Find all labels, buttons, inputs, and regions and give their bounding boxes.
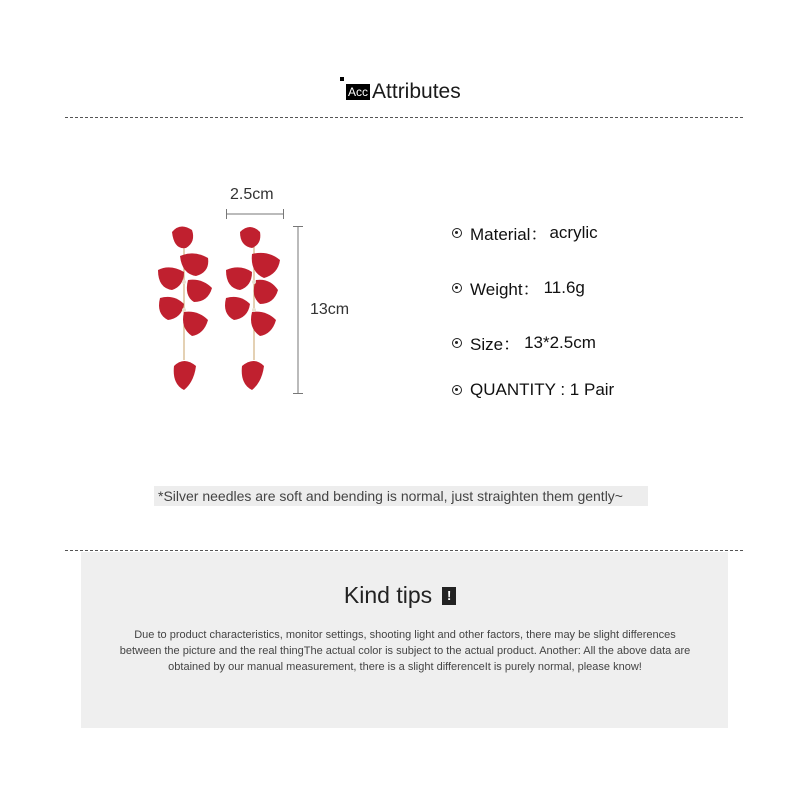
section-header bbox=[340, 77, 461, 107]
tips-heading bbox=[0, 582, 800, 609]
section-title: Attributes bbox=[372, 80, 461, 103]
bullet-icon bbox=[452, 283, 462, 293]
spec-label: QUANTITY : 1 Pair bbox=[470, 380, 615, 399]
spec-value: acrylic bbox=[549, 222, 598, 242]
note-text: *Silver needles are soft and bending is normal, just straighten them gently~ bbox=[158, 488, 623, 504]
tips-body: Due to product characteristics, monitor settings, shooting light and other factors, there may be slight differences between the picture and the real thingThe actual color is subject to the actual product. Another: All the above data are obtained by our manual measurement, there is a slight differenceIt is purely normal, please know! bbox=[119, 629, 691, 673]
earrings-image bbox=[150, 220, 300, 400]
spec-material bbox=[452, 220, 598, 245]
bullet-icon bbox=[452, 228, 462, 238]
height-dimension-line bbox=[292, 226, 304, 394]
tips-title: Kind tips bbox=[343, 582, 433, 608]
spec-label: Weight： bbox=[470, 280, 540, 299]
bullet-icon bbox=[452, 385, 462, 395]
right-earring bbox=[225, 227, 280, 390]
spec-value: 11.6g bbox=[543, 277, 585, 297]
title-badge: Acc bbox=[348, 85, 369, 99]
bottom-divider bbox=[65, 550, 743, 551]
spec-quantity bbox=[452, 380, 614, 400]
spec-label: Material： bbox=[470, 225, 548, 244]
title-dot bbox=[340, 77, 344, 81]
spec-size bbox=[452, 330, 596, 355]
exclamation-icon: ! bbox=[442, 587, 456, 605]
top-divider bbox=[65, 117, 743, 118]
width-label: 2.5cm bbox=[230, 186, 274, 203]
bullet-icon bbox=[452, 338, 462, 348]
height-label: 13cm bbox=[310, 301, 350, 318]
left-earring bbox=[158, 226, 212, 390]
width-dimension-line bbox=[226, 208, 284, 220]
spec-label: Size： bbox=[470, 335, 521, 354]
spec-weight bbox=[452, 275, 585, 300]
spec-value: 13*2.5cm bbox=[524, 332, 596, 352]
